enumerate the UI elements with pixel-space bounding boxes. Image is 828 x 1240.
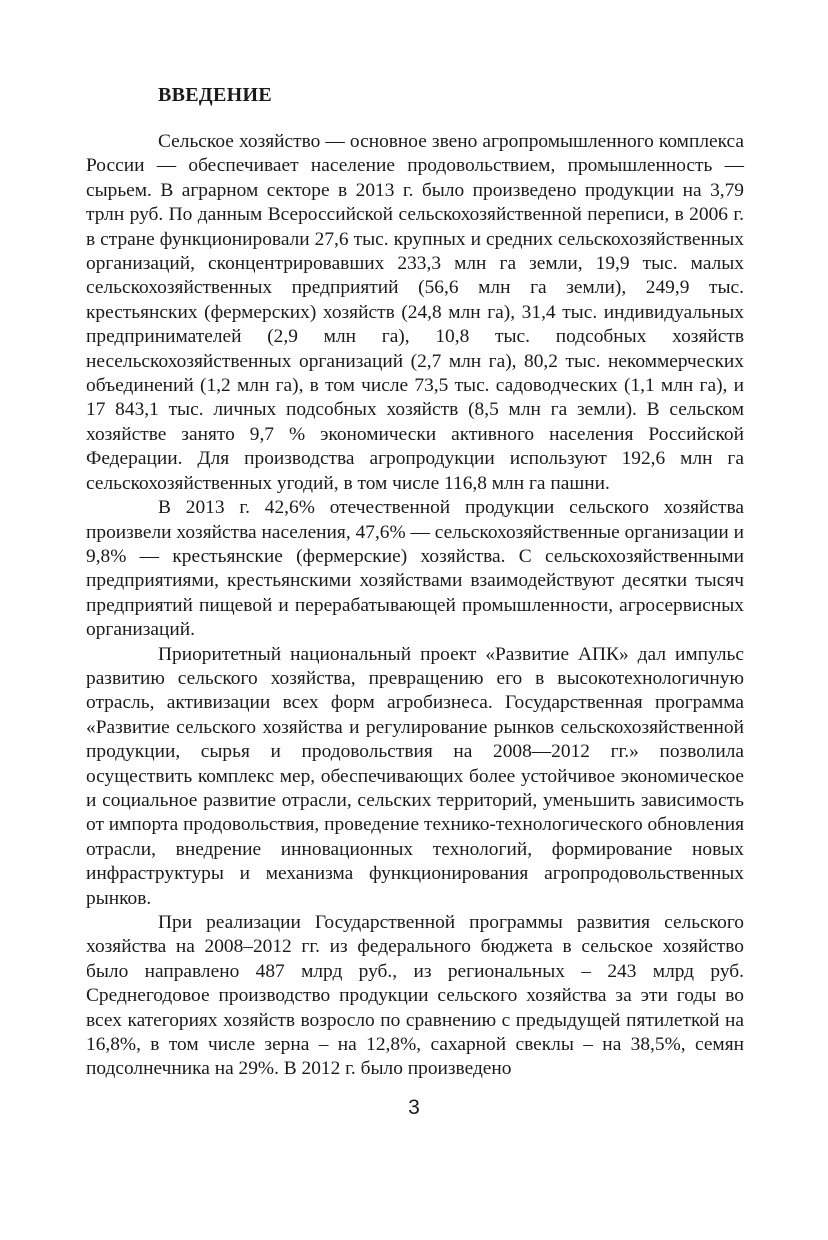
paragraph-national-project: Приоритетный национальный проект «Развитие АПК» дал импульс развитию сельского хозяйства, превращению его в высокотехнологичную отрасль, активизации всех форм агробизнеса. Государственная программа «Развитие сельского хозяйства и регулирование рынков сельскохозяйственной продукции, сырья и продовольствия на 2008—2012 гг.» позволила осуществить комплекс мер, обеспечивающих более устойчивое экономическое и социальное развитие отрасли, сельских территорий, уменьшить зависимость от импорта продовольствия, проведение технико-технологического обновления отрасли, внедрение инновационных технологий, формирование новых инфраструктуры и механизма функционирования агропродовольственных рынков. <box>86 643 744 909</box>
paragraph-state-program-results: При реализации Государственной программы развития сельского хозяйства на 2008–2012 гг. из федерального бюджета в сельское хозяйство было направлено 487 млрд руб., из региональных – 243 млрд руб. Среднегодовое производство продукции сельского хозяйства за эти годы во всех категориях хозяйств возросло по сравнению с предыдущей пятилеткой на 16,8%, в том числе зерна – на 12,8%, сахарной свеклы – на 38,5%, семян подсолнечника на 29%. В 2012 г. было произведено <box>86 912 744 1080</box>
document-page <box>86 82 744 1082</box>
paragraph-production-shares: В 2013 г. 42,6% отечественной продукции сельского хозяйства произвели хозяйства населения, 47,6% — сельскохозяйственные организации и 9,8% — крестьянские (фермерские) хозяйства. С сельскохозяйственными предприятиями, крестьянскими хозяйствами взаимодействуют десятки тысяч предприятий пищевой и перерабатывающей промышленности, агросервисных организаций. <box>86 497 744 641</box>
paragraph-agriculture-overview: Сельское хозяйство — основное звено агропромышленного комплекса России — обеспечивает население продовольствием, промышленность — сырьем. В аграрном секторе в 2013 г. было произведено продукции на 3,79 трлн руб. По данным Всероссийской сельскохозяйственной переписи, в 2006 г. в стране функционировали 27,6 тыс. крупных и средних сельскохозяйственных организаций, сконцентрировавших 233,3 млн га земли, 19,9 тыс. малых сельскохозяйственных предприятий (56,6 млн га земли), 249,9 тыс. крестьянских (фермерских) хозяйств (24,8 млн га), 31,4 тыс. индивидуальных предпринимателей (2,9 млн га), 10,8 тыс. подсобных хозяйств несельскохозяйственных организаций (2,7 млн га), 80,2 тыс. некоммерческих объединений (1,2 млн га), в том числе 73,5 тыс. садоводческих (1,1 млн га), и 17 843,1 тыс. личных подсобных хозяйств (8,5 млн га земли). В сельском хозяйстве занято 9,7 % экономически активного населения Российской Федерации. Для производства агропродукции используют 192,6 млн га сельскохозяйственных угодий, в том числе 116,8 млн га пашни. <box>86 131 744 494</box>
page-number: 3 <box>408 1096 420 1119</box>
section-heading: ВВЕДЕНИЕ <box>158 84 272 106</box>
